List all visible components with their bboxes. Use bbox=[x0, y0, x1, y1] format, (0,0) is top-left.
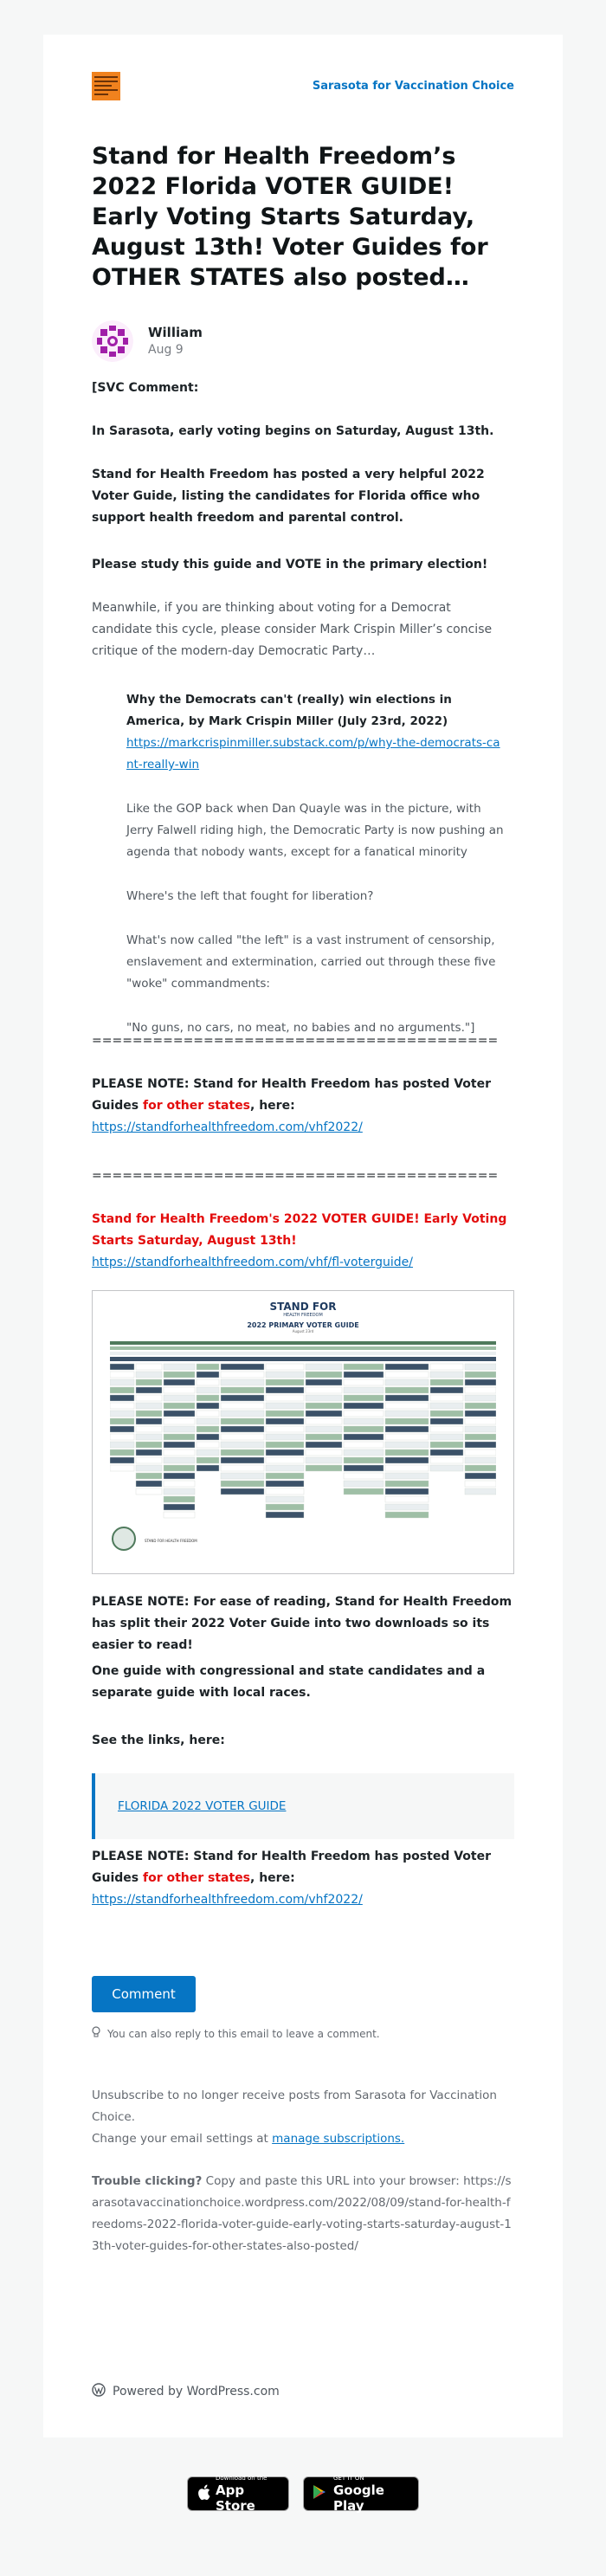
quote-link[interactable]: https://markcrispinmiller.substack.com/p/why-the-democrats-cant-really-win bbox=[126, 736, 500, 772]
google-play-badge[interactable] bbox=[303, 2474, 419, 2514]
quote-paragraph-2: Where's the left that fought for liberation? bbox=[126, 889, 374, 903]
other-states-note-2: PLEASE NOTE: Stand for Health Freedom has posted Voter Guides for other states, here: https://standforhealthfreedom.com/vhf2022/ bbox=[92, 1850, 491, 1907]
fl-voterguide-link[interactable]: https://standforhealthfreedom.com/vhf/fl-voterguide/ bbox=[92, 1256, 414, 1269]
guide-heading: Stand for Health Freedom's 2022 VOTER GUIDE! Early Voting Starts Saturday, August 13th! https://standforhealthfreedom.com/vhf/fl-voterguide/ bbox=[92, 1212, 507, 1269]
trouble-clicking-text: Trouble clicking? Copy and paste this URL into your browser: https://sarasotavaccinationchoice.wordpress.com/2022/08/09/stand-for-health-freedoms-2022-florida-voter-guide-early-voting-starts-saturday-august-13th-voter-guides-for-other-states-also-posted/ bbox=[92, 2174, 512, 2253]
split-guide-note: PLEASE NOTE: For ease of reading, Stand for Health Freedom has split their 2022 Voter Guide into two downloads so its easier to read! bbox=[92, 1595, 513, 1652]
google-play-icon bbox=[313, 2484, 326, 2503]
florida-guide-box bbox=[92, 1773, 514, 1839]
site-logo[interactable] bbox=[92, 72, 120, 100]
study-guide-text: Please study this guide and VOTE in the primary election! bbox=[92, 558, 488, 571]
voter-guide-image[interactable] bbox=[92, 1290, 514, 1574]
image-brand-sub: HEALTH FREEDOM bbox=[283, 1313, 323, 1318]
app-store-large: App Store bbox=[216, 2482, 255, 2514]
quote-paragraph-4: "No guns, no cars, no meat, no babies and no arguments."] bbox=[126, 1021, 475, 1035]
google-play-large: Google Play bbox=[333, 2482, 384, 2514]
see-links-text: See the links, here: bbox=[92, 1733, 225, 1747]
apple-icon bbox=[197, 2484, 210, 2504]
post-title[interactable]: Stand for Health Freedom’s 2022 Florida VOTER GUIDE! Early Voting Starts Saturday, August 13th! Voter Guides for OTHER STATES also posted… bbox=[92, 143, 488, 291]
two-guides-note: One guide with congressional and state candidates and a separate guide with local races. bbox=[92, 1664, 486, 1700]
florida-guide-link[interactable]: FLORIDA 2022 VOTER GUIDE bbox=[118, 1799, 287, 1813]
reply-note bbox=[92, 2026, 380, 2041]
other-states-link[interactable]: https://standforhealthfreedom.com/vhf2022/ bbox=[92, 1120, 363, 1134]
image-footer-text: STAND FOR HEALTH FREEDOM bbox=[145, 1539, 197, 1543]
unsubscribe-text bbox=[92, 2085, 514, 2128]
post-date: Aug 9 bbox=[148, 343, 184, 357]
image-brand: STAND FOR bbox=[269, 1301, 337, 1313]
app-store-badge[interactable] bbox=[187, 2474, 289, 2514]
lightbulb-icon bbox=[92, 2026, 100, 2041]
avatar bbox=[92, 320, 133, 362]
democrat-critique-text: Meanwhile, if you are thinking about voting for a Democrat candidate this cycle, please consider Mark Crispin Miller’s concise critique of the modern-day Democratic Party… bbox=[92, 601, 493, 658]
comment-button[interactable]: Comment bbox=[92, 1976, 196, 2012]
reply-note-text: You can also reply to this email to leave a comment. bbox=[107, 2027, 380, 2040]
email-header bbox=[92, 69, 514, 102]
guide-intro-text: Stand for Health Freedom has posted a very helpful 2022 Voter Guide, listing the candidates for Florida office who support health freedom and parental control. bbox=[92, 468, 485, 525]
quote-title: Why the Democrats can't (really) win elections in America, by Mark Crispin Miller (July 23rd, 2022) bbox=[126, 693, 452, 728]
author-block bbox=[92, 320, 514, 362]
app-store-badges bbox=[187, 2474, 419, 2514]
quote-paragraph-1: Like the GOP back when Dan Quayle was in the picture, with Jerry Falwell riding high, the Democratic Party is now pushing an agenda that nobody wants, except for a fanatical minority bbox=[126, 802, 504, 859]
divider-1: ======================================== bbox=[92, 1034, 499, 1048]
powered-text: Powered by WordPress.com bbox=[113, 2385, 280, 2398]
site-name-link[interactable]: Sarasota for Vaccination Choice bbox=[312, 79, 514, 93]
app-store-small: Download on the bbox=[216, 2474, 268, 2482]
author-name: William bbox=[148, 325, 203, 340]
google-play-small: GET IT ON bbox=[333, 2474, 364, 2482]
quote-block bbox=[92, 689, 514, 1039]
other-states-note: PLEASE NOTE: Stand for Health Freedom has posted Voter Guides for other states, here: https://standforhealthfreedom.com/vhf2022/ bbox=[92, 1077, 491, 1134]
image-brand-badge bbox=[112, 1527, 136, 1551]
other-states-link-2[interactable]: https://standforhealthfreedom.com/vhf2022/ bbox=[92, 1893, 363, 1907]
voter-guide-table bbox=[110, 1341, 496, 1549]
image-date: August 23rd bbox=[292, 1329, 314, 1333]
svc-comment: [SVC Comment: bbox=[92, 381, 199, 395]
divider-2: ======================================== bbox=[92, 1169, 499, 1183]
manage-subscriptions-link[interactable]: manage subscriptions. bbox=[272, 2132, 405, 2146]
image-title: 2022 PRIMARY VOTER GUIDE bbox=[247, 1321, 359, 1329]
unsubscribe-link[interactable]: Unsubscribe to no longer receive posts from Sarasota for Vaccination Choice. bbox=[92, 2089, 497, 2124]
wordpress-icon bbox=[92, 2383, 106, 2400]
manage-text: Change your email settings at manage subscriptions. bbox=[92, 2132, 405, 2146]
early-voting-text: In Sarasota, early voting begins on Saturday, August 13th. bbox=[92, 424, 494, 438]
quote-paragraph-3: What's now called "the left" is a vast instrument of censorship, enslavement and extermination, carried out through these five "woke" commandments: bbox=[126, 933, 496, 991]
powered-by[interactable] bbox=[92, 2383, 280, 2400]
post-url[interactable]: https://sarasotavaccinationchoice.wordpress.com/2022/08/09/stand-for-health-freedoms-2022-florida-voter-guide-early-voting-starts-saturday-august-13th-voter-guides-for-other-states-also-posted/ bbox=[92, 2174, 512, 2253]
email-footer bbox=[92, 2085, 514, 2257]
